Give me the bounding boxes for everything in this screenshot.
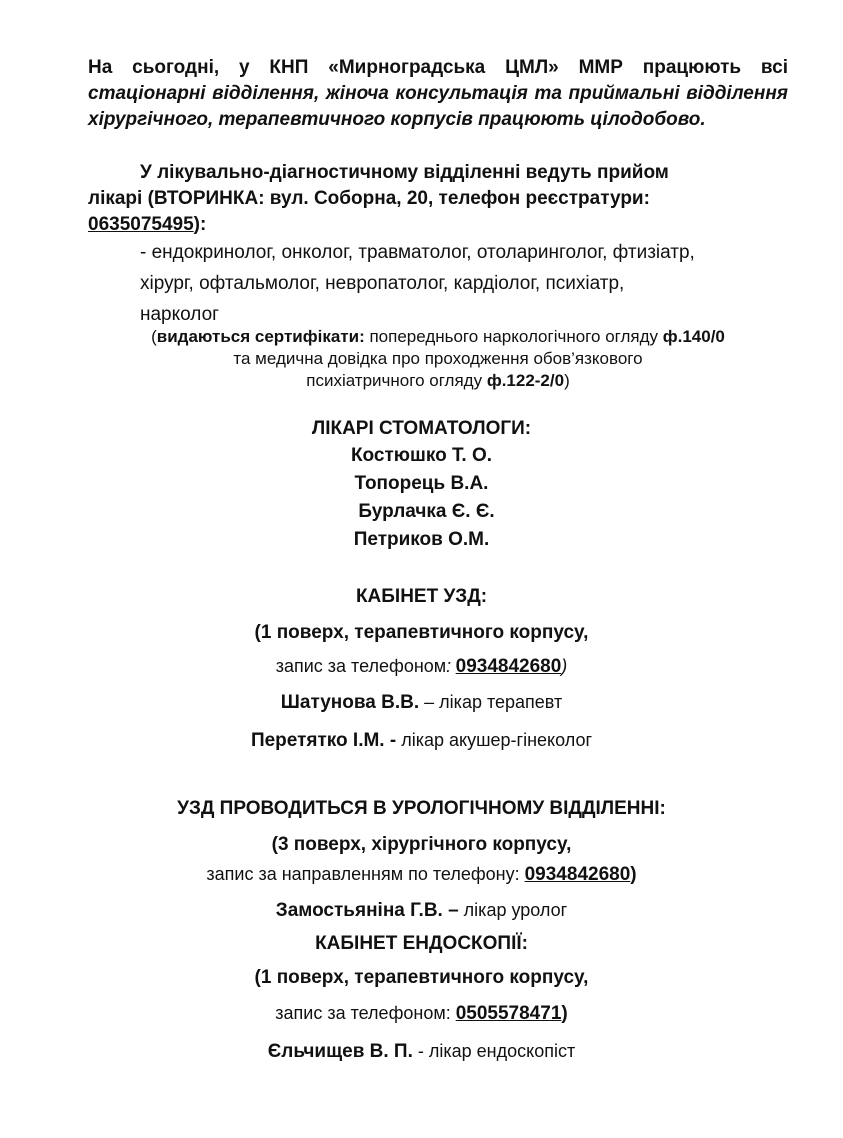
dentists-title: ЛІКАРІ СТОМАТОЛОГИ: (311, 418, 532, 439)
specialists-list (140, 237, 790, 330)
cert-form-1: ф.140/0 (662, 327, 725, 346)
dentist-name: Костюшко Т. О. (350, 445, 493, 466)
urology-phone[interactable]: 0934842680 (524, 864, 631, 885)
specialists-line-3: нарколог (140, 304, 220, 325)
specialists-line-1: - ендокринолог, онколог, травматолог, отоларинголог, фтизіатр, (140, 242, 695, 263)
uzd-title: КАБІНЕТ УЗД: (355, 586, 488, 607)
uzd-booking-label: запис за телефоном (275, 656, 447, 676)
endoscopy-booking (0, 1003, 843, 1025)
uzd-booking-colon: : (446, 656, 452, 676)
uzd-doctor-1-name: Шатунова В.В. (280, 692, 420, 713)
uzd-phone[interactable]: 0934842680 (455, 656, 562, 677)
endoscopy-title: КАБІНЕТ ЕНДОСКОПІЇ: (315, 933, 528, 954)
specialists-line-2: хірург, офтальмолог, невропатолог, кардіолог, психіатр, (140, 273, 625, 294)
uzd-doctor-1 (0, 692, 843, 714)
endoscopy-phone[interactable]: 0505578471 (455, 1003, 562, 1024)
registry-phone[interactable]: 0635075495 (88, 214, 194, 235)
uzd-doctor-1-role: – лікар терапевт (419, 692, 563, 712)
urology-close-paren: ) (630, 864, 637, 885)
urology-doctor-name: Замостьяніна Г.В. – (275, 900, 459, 921)
diagnostic-department-paragraph (88, 160, 788, 238)
urology-doctor (0, 900, 843, 922)
cert-text-1: попереднього наркологічного огляду (364, 327, 663, 346)
endoscopy-doctor-role: - лікар ендоскопіст (412, 1041, 576, 1061)
endoscopy-doctor-name: Єльчищев В. П. (267, 1041, 413, 1062)
cert-text-3: психіатричного огляду (306, 371, 487, 390)
uzd-doctor-2 (0, 730, 843, 752)
registry-phone-suffix: ): (193, 214, 207, 235)
cert-open-paren: ( (151, 327, 157, 346)
diagnostic-line: У лікувально-діагностичному відділенні ведуть прийом (140, 162, 669, 183)
uzd-doctor-2-role: лікар акушер-гінеколог (396, 730, 593, 750)
urology-doctor-role: лікар уролог (458, 900, 568, 920)
urology-location: (3 поверх, хірургічного корпусу, (271, 834, 572, 855)
intro-paragraph (88, 55, 788, 133)
urology-booking-label: запис за направленням по телефону: (206, 864, 525, 884)
endoscopy-close-paren: ) (561, 1003, 568, 1024)
certificates-note (90, 326, 786, 392)
cert-text-2: та медична довідка про проходження обов’язкового (233, 349, 643, 368)
dentist-name: Бурлачка Є. Є. (358, 501, 495, 522)
endoscopy-booking-label: запис за телефоном: (275, 1003, 456, 1023)
uzd-doctor-2-name: Перетятко І.М. - (250, 730, 397, 751)
endoscopy-doctor (0, 1041, 843, 1063)
intro-italic-text: стаціонарні відділення, жіноча консультація та приймальні відділення хірургічного, терапевтичного корпусів працюють цілодобово. (88, 83, 788, 130)
urology-booking (0, 864, 843, 886)
urology-title: УЗД ПРОВОДИТЬСЯ В УРОЛОГІЧНОМУ ВІДДІЛЕННІ: (177, 798, 666, 819)
dentist-name: Топорець В.А. (354, 473, 489, 494)
cert-label: видаються сертифікати: (156, 327, 365, 346)
dentist-name: Петриков О.М. (353, 529, 490, 550)
intro-text: На сьогодні, у КНП «Мирноградська ЦМЛ» ММР працюють всі (88, 57, 788, 78)
cert-form-2: ф.122-2/0 (486, 371, 565, 390)
uzd-close-paren: ) (561, 656, 568, 676)
registry-line: лікарі (ВТОРИНКА: вул. Соборна, 20, телефон реєстратури: (88, 188, 650, 209)
endoscopy-location: (1 поверх, терапевтичного корпусу, (254, 967, 589, 988)
uzd-location: (1 поверх, терапевтичного корпусу, (254, 622, 589, 643)
cert-close-paren: ) (564, 371, 570, 390)
uzd-booking (0, 656, 843, 678)
